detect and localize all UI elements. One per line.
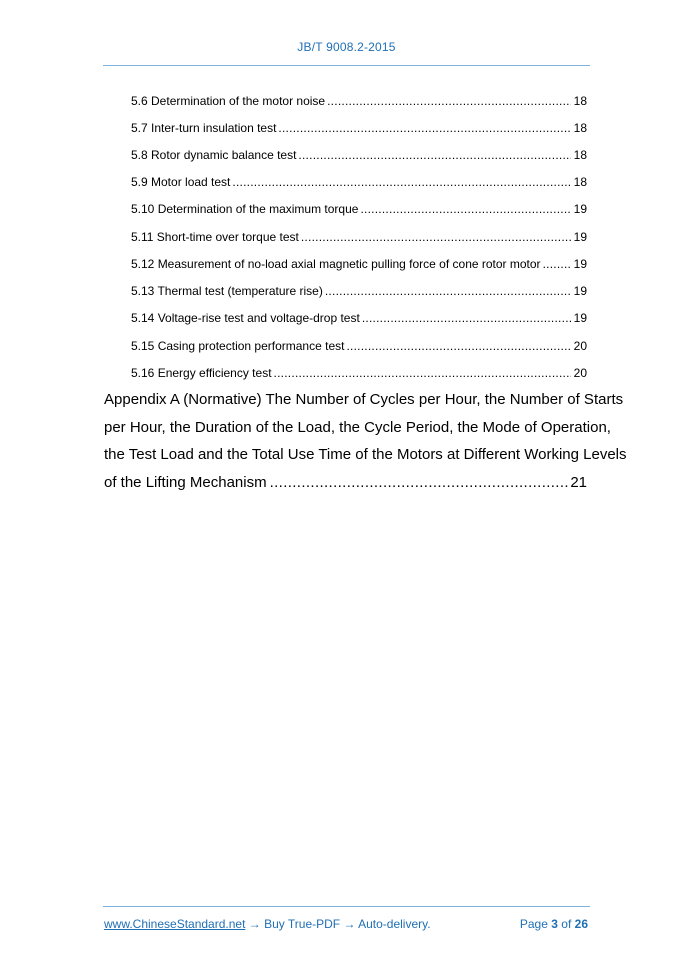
toc-dot-leader xyxy=(278,119,570,137)
toc-entry-label: 5.9 Motor load test xyxy=(131,175,231,189)
toc-dot-leader xyxy=(346,337,570,355)
header-divider xyxy=(103,65,590,66)
toc-entry-page: 18 xyxy=(573,94,587,108)
toc-dot-leader xyxy=(360,200,570,218)
toc-entry-label: 5.13 Thermal test (temperature rise) xyxy=(131,284,323,298)
toc-dot-leader xyxy=(362,309,571,327)
toc-entry-label: 5.10 Determination of the maximum torque xyxy=(131,202,359,216)
website-link[interactable]: www.ChineseStandard.net xyxy=(104,917,246,931)
footer-promo xyxy=(104,915,431,933)
toc-entry-label: 5.16 Energy efficiency test xyxy=(131,366,272,380)
toc-dot-leader xyxy=(543,255,572,273)
appendix-title-last-line xyxy=(104,469,587,497)
toc-dot-leader xyxy=(232,173,570,191)
appendix-page: 21 xyxy=(570,473,587,491)
toc-entry[interactable] xyxy=(131,364,587,382)
toc-entry-page: 19 xyxy=(573,311,587,325)
page-of: of xyxy=(561,917,572,931)
toc-entry[interactable] xyxy=(131,119,587,137)
page-current: 3 xyxy=(551,917,558,931)
toc-entry-label: 5.15 Casing protection performance test xyxy=(131,339,345,353)
toc-entry[interactable] xyxy=(131,228,587,246)
toc-entry-page: 18 xyxy=(573,148,587,162)
appendix-title-line: the Test Load and the Total Use Time of the Motors at Different Working Levels xyxy=(104,446,627,463)
toc-dot-leader xyxy=(274,364,571,382)
toc-dot-leader xyxy=(325,282,571,300)
toc-entry[interactable] xyxy=(131,255,587,273)
toc-entry-page: 19 xyxy=(573,257,587,271)
toc-entry[interactable] xyxy=(131,282,587,300)
toc-entry[interactable] xyxy=(131,173,587,191)
footer-promo-text: → Buy True-PDF → Auto-delivery. xyxy=(245,917,431,931)
toc-dot-leader xyxy=(327,92,571,110)
toc-dot-leader xyxy=(301,228,571,246)
toc-entry-label: 5.11 Short-time over torque test xyxy=(131,230,299,244)
toc-entry[interactable] xyxy=(131,337,587,355)
page-indicator xyxy=(520,915,588,933)
toc-entry-page: 19 xyxy=(573,202,587,216)
appendix-title-line: Appendix A (Normative) The Number of Cycles per Hour, the Number of Starts xyxy=(104,391,624,408)
header-standard-code: JB/T 9008.2-2015 xyxy=(297,40,396,54)
toc-entry-label: 5.6 Determination of the motor noise xyxy=(131,94,326,108)
toc-entry-page: 20 xyxy=(573,339,587,353)
toc-entry[interactable] xyxy=(131,309,587,327)
toc-entry-page: 20 xyxy=(573,366,587,380)
toc-entry-page: 18 xyxy=(573,175,587,189)
footer xyxy=(104,915,588,933)
toc-entry-label: 5.8 Rotor dynamic balance test xyxy=(131,148,297,162)
appendix-title-line: of the Lifting Mechanism xyxy=(104,473,267,491)
page-word: Page xyxy=(519,917,548,931)
toc-entry[interactable] xyxy=(131,200,587,218)
toc-entry[interactable] xyxy=(131,92,587,110)
toc-entry-label: 5.12 Measurement of no-load axial magnetic pulling force of cone rotor motor xyxy=(131,257,541,271)
appendix-title-line: per Hour, the Duration of the Load, the Cycle Period, the Mode of Operation, xyxy=(104,418,611,436)
toc-dot-leader xyxy=(298,146,570,164)
toc-entry-label: 5.14 Voltage-rise test and voltage-drop test xyxy=(131,311,360,325)
page-total: 26 xyxy=(574,917,588,931)
toc-entry-page: 19 xyxy=(573,284,587,298)
toc-entry[interactable] xyxy=(131,146,587,164)
toc-entry-page: 18 xyxy=(573,121,587,135)
footer-divider xyxy=(103,906,590,907)
toc-entry-label: 5.7 Inter-turn insulation test xyxy=(131,121,277,135)
toc-entry-page: 19 xyxy=(573,230,587,244)
toc-appendix-entry[interactable] xyxy=(104,386,627,496)
toc-dot-leader xyxy=(270,469,569,497)
